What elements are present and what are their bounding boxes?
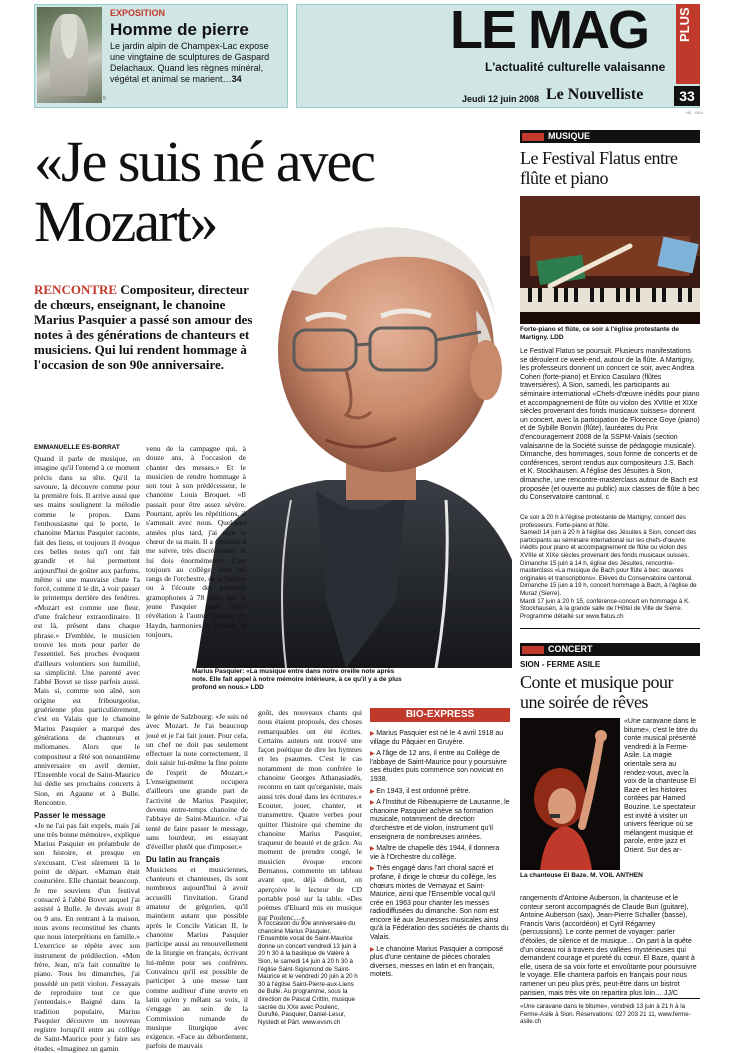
bullet-triangle-icon: ▶: [370, 946, 377, 953]
byline: EMMANUELLE ES-BORRAT: [34, 444, 120, 451]
section-bar-concert: [520, 643, 700, 656]
plus-label: PLUS: [677, 7, 692, 42]
masthead-title: LE MAG: [450, 0, 648, 60]
bullet-triangle-icon: ▶: [370, 751, 377, 758]
deck-text: Compositeur, directeur de chœurs, enseignant, le chanoine Marius Pasquier a passé son amour des notes à des générations de chanteurs et musiciens. Qui lui rendent hommage à l'occasion de son 90e anniversaire.: [34, 282, 253, 372]
list-item: ▶ Très engagé dans l'art choral sacré et profane, il dirige le chœur du collège, les chœurs mixtes de Vernayaz et Saint-Maurice, ainsi que l'Ensemble vocal qu'il crée en 1963 pour chanter les messes radiodiffusées du dimanche. Son nom est encore lié aux Jeunesses musicales ainsi qu'à la Fédération des sociétés de chants du Valais.: [370, 865, 509, 942]
program-item: Mardi 17 juin à 20 h 15, conférence-concert en hommage à K. Stockhausen, à la grande salle de l'Hôtel de Ville de Sierre.: [520, 597, 690, 613]
paragraph: goût, des nouveaux chants qui nous étaient proposés, des choses remarquables ont été écrites. Certains auteurs ont trouvé une façon poétique de dire les hymnes et les psaumes. C'est le cas notamment de mon confrère le chanoine Georges Athanasiadès, reconnu en tant qu'organiste, mais aussi très doué dans les écritures.» Ecouter, jouer, chanter, et transmettre. Quatre verbes pour quitter l'histoire qui chemine du chanoine Marius Pasquier, traqueur de beauté et de grâce. Au moment de prendre congé, le musicien évoque encore Bernanos, commente un tableau avant que, déjà debout, on aperçoive le lecteur de CD portable posé sur la table. «Des poèmes d'Eluard mis en musique par Poulenc…»: [258, 708, 362, 922]
piano-photo: [520, 196, 700, 324]
subhead-latin: Du latin au français: [146, 855, 220, 865]
paragraph: «Je ne l'ai pas fait exprès, mais j'ai une très bonne mémoire», explique Marius Pasquier en préambule de son histoire, et presque en s'excusant. C'est sûrement là le point de départ. «Maman était couturière. Elle chantait beaucoup. Je me souviens d'un festival consacré à l'abbé Bovet auquel j'ai assisté à Bulle. Je devais avoir 8 ou 9 ans. En rentrant à la maison, nous avons reconstitué les chants que nous interprétions en famille.» L'exercice se répète avec son instrument de prédilection. «Mon frère, Jean, m'a fait connaître le piano. Tous les dimanches, j'ai possédé un petit violon. J'essayais de reproduire tout ce que j'entendais.» Baigné dans la tradition populaire, Marius Pasquier découvre un nouveau registre lorsqu'il entre au collège de Saint-Maurice pour y faire ses études. «Imaginez un gamin: [34, 820, 140, 1053]
list-item: ▶ En 1943, il est ordonné prêtre.: [370, 787, 471, 795]
deck-kicker: RENCONTRE: [34, 282, 118, 297]
singer-illustration: [520, 718, 620, 870]
bullet-triangle-icon: ▶: [370, 866, 377, 873]
article-column-1: [34, 454, 140, 1053]
concert-title[interactable]: Conte et musique pour une soirée de rêves: [520, 672, 673, 712]
article-column-2-lower: [146, 712, 248, 1051]
teaser-title[interactable]: Homme de pierre: [110, 20, 249, 39]
flatus-title[interactable]: Le Festival Flatus entre flûte et piano: [520, 148, 678, 188]
singer-caption: La chanteuse El Baze. M. VOIL ANTHEN: [520, 872, 643, 879]
teaser-kicker: EXPOSITION: [110, 8, 166, 18]
singer-photo: [520, 718, 620, 870]
concert-text-side: «Une caravane dans le bitume», c'est le titre du conte musical présenté vendredi à la Ferme-Asile. La magie orientale sera au rendez-vous, avec la voix de la chanteuse El Baze et les histoires contées par Hamed Bouzine. Le spectateur est invité à visiter un univers féerique où se mélangent musique et parole, entre jazz et Orient. Sur des ar-: [624, 718, 698, 854]
program-item: Dimanche 15 juin à 19 h, concert hommage à Bach, à l'église de Muraz (Sierre).: [520, 582, 697, 597]
list-item: ▶ A l'âge de 12 ans, il entre au Collège de l'abbaye de Saint-Maurice pour y poursuivre ses études puis commence son noviciat en 1938.: [370, 750, 507, 783]
paragraph: Musiciens et musiciennes, chanteurs et chanteuses, ils sont nombreux aujourd'hui à avoir accueilli l'invitation. Grand amateur de grégorien, qu'il maintient autant que possible après le Concile Vatican II, le chanoine Marius Pasquier participe aussi au renouvellement de la liturgie en français, écrivant lui-même pour ses confrères. Convaincu qu'il est possible de participer à une messe tant comme auditeur d'une œuvre en latin qu'en y mêlant sa voix, il s'engage au sein de la Commission romande de musique liturgique avec exigence. «Face au débordement, parfois de mauvais: [146, 864, 248, 1051]
list-item: ▶ Le chanoine Marius Pasquier a composé plus d'une centaine de pièces chorales diverses, messes en latin et en français, motets.: [370, 945, 504, 979]
teaser-credit: B: [103, 96, 107, 102]
list-item: ▶ A l'Institut de Ribeaupierre de Lausanne, le chanoine Pasquier achève sa formation musicale, notamment de direction d'orchestre et de violon, instrument qu'il enseignera de nombreuses années.: [370, 799, 510, 841]
program-link[interactable]: Programme détaillé sur www.flatus.ch: [520, 612, 624, 620]
section-bar-musique: [520, 130, 700, 143]
bullet-triangle-icon: ▶: [370, 800, 377, 807]
section-label-concert: CONCERT: [548, 644, 593, 654]
article-column-2: [146, 444, 246, 649]
bullet-triangle-icon: ▶: [370, 788, 377, 795]
program-item: Ce soir à 20 h à l'église protestante de Martigny, concert des professeurs. Forte-piano et flûte.: [520, 514, 686, 529]
list-item: ▶ Marius Pasquier est né le 4 avril 1918 au village du Pâquier en Gruyère.: [370, 730, 504, 746]
page-ref-code: NE - BKU: [686, 110, 704, 115]
paragraph: venu de la campagne qui, à douze ans, à l'occasion de chanter des messes.» Et le musicien de rendre hommage à son tour à son prédécesseur, le chanoine Louis Broquet. «Il passait pour être assez sévère. Pourtant, après les répétitions, il s'amusait avec nous. Quelques années plus tard, j'ai reçu le chœur de sa main. Il a continué à me suivre, très discrètement. Je lui dois énormément.» C'est toujours au collège, dans les rangs de l'orchestre, de la fanfare ou à l'écoute des premiers gramophones à 78 tours que le jeune Pasquier passe d'une révélation à l'autre. Quatuor de Haydn, harmonies de Wagner, et toujours,: [146, 444, 246, 639]
page-number: 33: [674, 86, 700, 106]
concert-info: «Une caravane dans le bitume», vendredi 13 juin à 21 h à la Ferme-Asile à Sion. Réservations: 027 203 21 11, www.ferme-asile.ch: [520, 1003, 691, 1026]
bio-list: [370, 730, 510, 983]
subhead-message: Passer le message: [34, 811, 106, 821]
teaser-page-ref[interactable]: 34: [231, 74, 242, 84]
section-label-musique: MUSIQUE: [548, 131, 591, 141]
issue-date: Jeudi 12 juin 2008: [462, 94, 540, 104]
program-item: Samedi 14 juin à 20 h à l'église des Jésuites à Sion, concert des participants au séminaire international sur les chefs-d'œuvre inédits pour piano et accompagnement de flûte ou violon des XVIIIe et XIXe siècles provenant des fonds musicaux suisses.: [520, 529, 697, 559]
piano-illustration: [520, 196, 700, 324]
masthead-subtitle: L'actualité culturelle valaisanne: [485, 60, 666, 74]
flatus-program: [520, 514, 700, 620]
article-column-3: [258, 708, 362, 922]
teaser-text: [110, 41, 282, 85]
list-item: ▶ Maître de chapelle dès 1944, il donnera vie à l'Orchestre du collège.: [370, 845, 500, 861]
statue-image: [50, 14, 88, 96]
concert-info-box: A l'occasion du 90e anniversaire du chanoine Marius Pasquier, l'Ensemble vocal de Saint-Maurice donne un concert vendredi 13 juin à 20 h 30 à la basilique de Valère à Sion, le samedi 14 juin à 20 h 30 à l'église Saint-Sigismond de Saint-Maurice et le vendredi 20 juin à 20 h 30 à l'église Saint-Pierre-aux-Liens de Bulle. Au programme, sous la direction de Pascal Crittin, musique sacrée du XXe avec Poulenc, Duruflé, Pasquier, Daniel-Lesur, Nystedt et Pärt. www.evsm.ch: [258, 920, 358, 1026]
paragraph: Quand il parle de musique, on imagine qu'il l'entend à ce moment précis dans sa tête. Qu'il la savoure, la découvre comme pour la première fois. Il arrive aussi que ses mains soulignent la mélodie comme le propos. Dans l'enthousiasme qui le porte, le chanoine Marius Pasquier raconte, fait des liens, et toujours il évoque ces belles notes qu'l ont fait grandir et lui permettent aujourd'hui de goûter aux parfums, même si une mauvaise chute l'a forcé, comme il le dit, à voir passer le printemps derrière des fenêtres. «Mozart est comme une fleur, d'une fraîcheur extraordinaire. Il est là, présent dans chaque phrase.» D'emblée, le musicien trouve les mots pour parler de l'essentiel. Ses proches évoquent d'ailleurs volontiers son humilité, sa simplicité. Une parenté avec l'abbé Bovet se tisse parfois aussi. Mais si, comme son aîné, son origine est fribourgeoise, gruérienne plus particulièrement, c'est en Valais que le chanoine Marius Pasquier a marqué des générations de chanteurs et mélomanes. Alors que le compositeur a fêté son nonantième anniversaire en avril dernier, l'Ensemble vocal de Saint-Maurice lui dédie ses prochains concerts à Sion, en Agaune et à Bulle. Rencontre.: [34, 454, 141, 807]
article-headline: «Je suis né avec Mozart»: [34, 129, 375, 254]
concert-kicker: SION - FERME ASILE: [520, 660, 601, 669]
divider: [520, 628, 700, 629]
program-item: Dimanche 15 juin à 14 h, église des Jésuites, rencontre-masterclass «La musique de Bach pour flûte à bec: œuvres originales et transcriptions». Elèves du Conservatoire cantonal.: [520, 559, 693, 582]
bio-header: BIO-EXPRESS: [370, 708, 510, 722]
bullet-triangle-icon: ▶: [370, 846, 377, 853]
section-marker: [522, 133, 544, 141]
concert-text: rangements d'Antoine Auberson, la chanteuse et le conteur seront accompagnés de Claude Buri (guitare), Antoine Auberson (sax), Jean-Pierre Schaller (basse), Francis Varis (accordéon) et Cyril Régamey (percussions). Le conte permet de voyager: parler d'étoiles, de silence et de musique… On part à la quête d'un oiseau roi à travers des vallées mystérieuses qui demandent courage et pureté du cœur. El Baze, quant à elle, usera de sa voix forte et envoûtante pour poursuivre le voyage. Elle chantera parfois en français pour nous ramener un peu plus près, peut-être dans un bistrot parisien, mais très vite on repartira plus loin… JJ/C: [520, 895, 697, 997]
article-deck: [34, 282, 264, 372]
bullet-triangle-icon: ▶: [370, 731, 377, 737]
piano-caption: Forte-piano et flûte, ce soir à l'église protestante de Martigny. LDD: [520, 326, 680, 341]
flatus-text: Le Festival Flatus se poursuit. Plusieurs manifestations se déroulent ce week-end, autour de la flûte. A Martigny, les professeurs donnent un concert ce soir, avec Andrea Cohen (forte-piano) et Enrico Casularo (flûtes traversières). A Sion, samedi, les participants au séminaire international «Chefs-d'œuvre inédits pour piano et accompagnement de flûte ou violon des XVIIIe et XIXe siècles provenant des fonds musicaux suisses» donnent un concert, avec la participation de Florence Goye (piano) et de Sybille Bonvin (flûte), lauréates du Prix d'encouragement 2008 de la SSPM-Valais (section valaisanne de la Société suisse de pédagogie musicale). Dimanche, des hommages, sous forme de concerts et de conférences, seront rendus aux compositeurs J.S. Bach et K. Stockhausen. A l'église des Jésuites à Sion, dimanche, une rencontre-masterclass autour de Bach est proposée (et ouverte au public) aux classes de flûte à bec du Conservatoire cantonal. c: [520, 348, 700, 502]
paragraph: le génie de Salzbourg: «Je suis né avec Mozart. Je l'ai beaucoup joué et je l'ai fait jouer. Pour cela, un chef ne doit pas seulement effectuer la note correctement, il doit saisir lui-même la fine pointe de l'esprit de Mozart.» L'enseignement occupera d'ailleurs une grande part de l'activité de Marius Pasquier, devenu entre-temps chanoine de l'abbaye de Saint-Maurice. «J'ai tenté de faire passer le message, sans lourdeur, en essayant d'éveiller plutôt que d'imposer.»: [146, 712, 248, 852]
teaser-body: Le jardin alpin de Champex-Lac expose une vingtaine de sculptures de Gaspard Delachaux. Quand les règnes minéral, végétal et animal se marient…: [110, 41, 270, 84]
section-marker: [522, 646, 544, 654]
newspaper-name: Le Nouvelliste: [546, 86, 644, 103]
photo-caption: Marius Pasquier: «La musique entre dans notre oreille note après note. Elle fait appel à notre mémoire intérieure, à ce qu'il y a de plus profond en nous.» LDD: [192, 668, 402, 691]
divider: [520, 998, 700, 999]
